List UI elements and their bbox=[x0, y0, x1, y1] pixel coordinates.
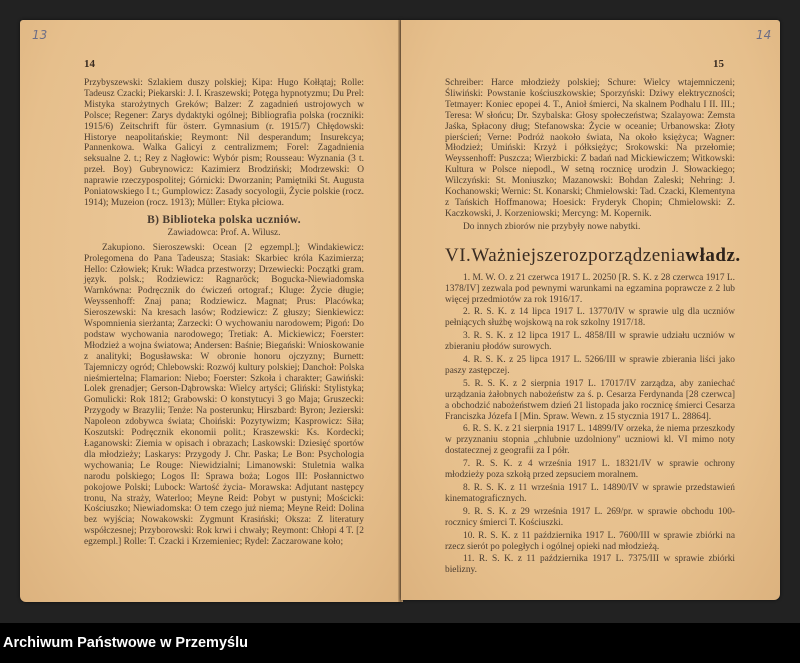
regulation-item: 3. R. S. K. z 12 lipca 1917 L. 4858/III w sprawie udziału uczniów w zbieraniu płodów surowych. bbox=[445, 331, 735, 353]
regulation-item: 2. R. S. K. z 14 lipca 1917 L. 13770/IV w sprawie ulg dla uczniów pełniących służbę wojskową na rok szkolny 1917/18. bbox=[445, 307, 735, 329]
section-subheading: Zawiadowca: Prof. A. Wilusz. bbox=[167, 227, 281, 238]
regulation-item: 1. M. W. O. z 21 czerwca 1917 L. 20250 [R. S. K. z 28 czerwca 1917 L. 1378/IV] zezwala pod pewnymi warunkami na egzamina poprawcze z 2 lub więcej przedmiotów za rok 1916/17. bbox=[445, 272, 735, 305]
section-body: Zakupiono. Sieroszewski: Ocean [2 egzempl.]; Windakiewicz: Prolegomena do Pana Tadeusza; Stasiak: Skarbiec króla Kazimierza; Hello: Człowiek; Kruk: Władca przestworzy; Drzewiecki: Początki gram. język. polsk.; Rodziewicz: Ragnaröck; Bogucka-Niewiadomska Warnkówna: Podręcznik do ćwiczeń ortograf.; Kluge: Życie długie; Weyssenhoff: Znaj pana; Rodziewicz. Magnat; Prus: Placówka; Sieroszewski: Na kresach lasów; Rodziewicz: Z głuszy; Sienkiewicz: Wspomnienia sierżanta; Zarzecki: O wychowaniu narodowem; Pigoń: Do podstaw wychowania narodowego; Tretiak: A. Mickiewicz; Foerster: Młodzież a wojna światowa; Andersen: Baśnie; Biegański: Wnioskowanie z analityki; Bogusławska: W obronie honoru ojczyzny; Burnett: Tajemniczy ogród; Chlebowski: Rozwój kultury polskiej; Danchoł: Polska nieśmiertelna; Flamarion: Niebo; Foerster: Szkoła i charakter; Gawiński: Lolek grenadjer; Gerson-Dąbrowska: Wielcy artyści; Gliński: Stylistyka; Gomulicki: Rok 1812; Grabowski: O konstytucyi 3 go Maja; Gruszecki: Przygody w Brazylii; Tenże: Na posterunku; Hirszbard: Byron; Jezierski: Napoleon zdobywca świata; Choiński: Pozytywizm; Kasprowicz: Siła; Koszutski: Podręcznik ekonomii polit.; Kraszewski: Ks. Kordecki; Łaganowski: Ziemia w opisach i obrazach; Laskowski: Dziesięć sportów dla młodzieży; Laskarys: Przygody J. Chr. Paska; Le Bon: Psychologia wychowania; Le Rouge: Niewidzialni; Limanowski: Stuletnia walka narodu polskiego; Logos II: Sprawa boża; Logos III: Posłannictwo pokojowe Polski; Lubock: Wartość życia- Morawska: Adjutant następcy tronu, Na straży, Waterloo; Meyne Reid: Pobyt w pustyni; Mościcki: Kościuszko; Niewiadomska: O tem czego już niema; Meyne Reid: Dolina bez wyjścia; Nowakowski: Zygmunt Krasiński; Oksza: Z literatury współczesnej; Przyborowski: Rok krwi i chwały; Reymont: Chłopi 4 T. [2 egzempl.] Rolle: T. Czacki i Krzemieniec; Rydel: Zaczarowane koło; bbox=[84, 242, 364, 548]
pencil-folio-number: 14 bbox=[756, 28, 772, 42]
section-heading: B) Biblioteka polska uczniów. bbox=[147, 213, 301, 226]
regulation-item: 4. R. S. K. z 25 lipca 1917 L. 5266/III w sprawie zbierania liści jako paszy zastępczej. bbox=[445, 355, 735, 376]
regulation-item: 11. R. S. K. z 11 października 1917 L. 7375/III w sprawie zbiórki bielizny. bbox=[445, 554, 735, 576]
archive-footer-bar bbox=[0, 623, 800, 663]
chapter-heading bbox=[445, 244, 741, 267]
chapter-word: władz. bbox=[685, 244, 741, 266]
chapter-numeral: VI. bbox=[445, 244, 472, 266]
page-number: 15 bbox=[713, 58, 724, 70]
continuation-paragraph: Schreiber: Harce młodzieży polskiej; Schure: Wielcy wtajemniczeni; Śliwiński: Powstanie kościuszkowskie; Sporzyński: Dziwy elektryczności; Tetmayer: Koniec epopei 4. T., Anioł śmierci, Na skalnem Podhalu I II. III.; Teresa: W słońcu; Dr. Szybalska: Głosy społeczeństwa; Szalayowa: Zemsta Jaśka, Spłacony dług; Stefanowska: Życie w oceanie; Urbanowska: Złoty pierścień; Verne: Podróż naokoło świata, Na około księżyca; Wagner: Młodzież; Umiński: Krzyż i półksiężyc; Srokowski: Na przełomie; Weyssenhoff: Puszcza; Wierzbicki: Z badań nad Mickiewiczem; Witkowski: Kultura w Polsce niepodl., W setną rocznicę urodzin J. Słowackiego; Wilczyński: St. Moniuszko; Mazanowski: Bohdan Zaleski; Nehring: J. Kochanowski; Wernic: St. Konarski; Chmielowski: Tad. Czacki, Klementyna z Tańskich Hoffmanowa; Hoesick: Fryderyk Chopin; Chmielowski: Z. Kaczkowski, J. Korzeniowski; Mercyng: M. Kopernik. bbox=[445, 78, 735, 219]
regulation-item: 6. R. S. K. z 21 sierpnia 1917 L. 14899/IV orzeka, że niema przeszkody w przyznaniu stopnia „chlubnie uzdolniony" uczniowi kl. VI mimo noty dostatecznej z geografii za I półr. bbox=[445, 424, 735, 457]
pencil-folio-number: 13 bbox=[32, 28, 48, 42]
page-number: 14 bbox=[84, 58, 95, 70]
no-new-items-note: Do innych zbiorów nie przybyły nowe nabytki. bbox=[463, 221, 641, 232]
left-page-text bbox=[84, 78, 364, 548]
regulation-item: 10. R. S. K. z 11 października 1917 L. 7600/III w sprawie zbiórki na rzecz sierót po poległych i ogólnej opieki nad młodzieżą. bbox=[445, 530, 735, 552]
archive-name: Archiwum Państwowe w Przemyślu bbox=[3, 635, 248, 651]
intro-paragraph: Przybyszewski: Szlakiem duszy polskiej; Kipa: Hugo Kołłątaj; Rolle: Tadeusz Czacki; Piekarski: J. I. Kraszewski; Potęga hypnotyzmu; Du Prel: Mistyka starożytnych Greków; Balzer: Z zagadnień ustrojowych w Polsce; Regener: Zarys dydaktyki ogólnej; Bibliografia polska (roczniki: 1915/6) Zeitschrift für österr. Gymnasium (r. 1915/7) Chłędowski: Historye neapolitańskie; Reymont: Nil desperandum; Insurekcya; Pannenkowa. Walka Galicyi z centralizmem; Forel: Zagadnienia seksualne 2. t.; Rey z Nagłowic: Wybór pism; Rousseau: Wyznania (3 t. przeł. Boy) Gubrynowicz: Kazimierz Brodziński; Modrzewski: O naprawie rzeczypospolitej; Górnicki: Dworzanin; Pamiętniki St. Augusta Poniatowskiego I t.; Gumplowicz: Zasady socyologii, Życie polskie (rocz. 1914); Muzeion (rocz. 1913); Müller: Etyka płciowa. bbox=[84, 78, 364, 208]
right-page bbox=[401, 20, 780, 600]
regulation-item: 5. R. S. K. z 2 sierpnia 1917 L. 17017/IV zarządza, aby zaniechać urządzania żałobnych nabożeństw za ś. p. Cesarza Ferdynanda [28 czerwca] a obchodzić nabożeństwem dzień 21 listopada jako rocznicę śmierci Cesarza Franciszka Józefa I [Min. Spraw. Wewn. z 15 stycznia 1917 L. 28864]. bbox=[445, 378, 735, 422]
regulation-item: 9. R. S. K. z 29 września 1917 L. 269/pr. w sprawie obchodu 100-rocznicy śmierci T. Kościuszki. bbox=[445, 506, 735, 528]
right-page-text bbox=[445, 78, 741, 578]
regulation-item: 7. R. S. K. z 4 września 1917 L. 18321/IV w sprawie ochrony młodzieży poza szkołą przed zepsuciem moralnem. bbox=[445, 459, 735, 481]
regulation-item: 8. R. S. K. z 11 września 1917 L. 14890/IV w sprawie przedstawień kinematograficznych. bbox=[445, 483, 735, 504]
left-page bbox=[20, 20, 401, 602]
chapter-word: Ważniejsze bbox=[471, 244, 563, 266]
chapter-word: rozporządzenia bbox=[562, 244, 686, 266]
